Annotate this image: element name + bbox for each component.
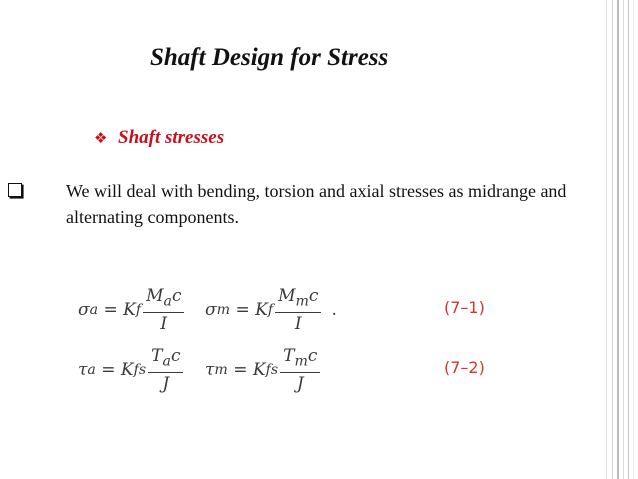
- eq-symbol: σ: [78, 300, 90, 321]
- eq-fraction: [143, 286, 184, 334]
- bullet-text: We will deal with bending, torsion and axial stresses as midrange and alternating components.: [66, 181, 567, 227]
- eq-num: T: [283, 346, 295, 366]
- subtitle-text: Shaft stresses: [118, 127, 225, 148]
- equation-tau-a: [78, 346, 185, 394]
- eq-coefficient: K: [120, 360, 134, 381]
- equation-sigma-m: [205, 286, 337, 334]
- eq-coef-subscript: f: [267, 302, 274, 319]
- eq-num: M: [146, 286, 164, 306]
- eq-fraction: [275, 286, 321, 334]
- eq-coefficient: K: [123, 300, 136, 321]
- eq-num: M: [278, 286, 296, 306]
- eq-equals: =: [230, 300, 256, 321]
- eq-den: J: [296, 374, 304, 395]
- eq-symbol: σ: [205, 300, 217, 321]
- eq-symbol: τ: [205, 360, 215, 381]
- eq-equals: =: [95, 360, 121, 381]
- eq-num-subscript: m: [294, 353, 308, 370]
- eq-trailing-period: .: [331, 300, 337, 321]
- eq-subscript: m: [216, 302, 231, 319]
- eq-coef-subscript: fs: [133, 362, 147, 379]
- eq-subscript: m: [214, 362, 228, 379]
- checkbox-icon: [8, 183, 22, 197]
- eq-symbol: τ: [78, 360, 88, 381]
- eq-den: I: [160, 314, 168, 335]
- eq-num: T: [151, 346, 163, 366]
- eq-subscript: a: [87, 362, 96, 379]
- eq-subscript: a: [89, 302, 99, 319]
- eq-equals: =: [98, 300, 124, 321]
- eq-num-subscript: m: [295, 293, 309, 310]
- subtitle: [94, 127, 224, 149]
- eq-fraction: [148, 346, 183, 394]
- eq-num-subscript: a: [162, 353, 171, 370]
- eq-fraction: [280, 346, 320, 394]
- eq-den: I: [294, 314, 302, 335]
- eq-coef-subscript: f: [135, 302, 142, 319]
- eq-num-tail: c: [308, 286, 319, 306]
- eq-coef-subscript: fs: [265, 362, 279, 379]
- eq-num-tail: c: [171, 286, 182, 306]
- slide-title: Shaft Design for Stress: [150, 44, 389, 71]
- diamond-cluster-icon: ❖: [94, 129, 108, 147]
- eq-num-tail: c: [170, 346, 181, 366]
- eq-den: J: [162, 374, 170, 395]
- eq-coefficient: K: [252, 360, 266, 381]
- eq-num-tail: c: [307, 346, 318, 366]
- equation-sigma-a: [78, 286, 186, 334]
- equation-tau-m: [205, 346, 322, 394]
- eq-num-subscript: a: [163, 293, 172, 310]
- eq-equals: =: [227, 360, 253, 381]
- eq-coefficient: K: [255, 300, 268, 321]
- bullet-point: [52, 178, 572, 230]
- equation-number: (7–2): [444, 358, 485, 377]
- equation-number: (7–1): [444, 298, 485, 317]
- decorative-edge-lines: [598, 0, 638, 479]
